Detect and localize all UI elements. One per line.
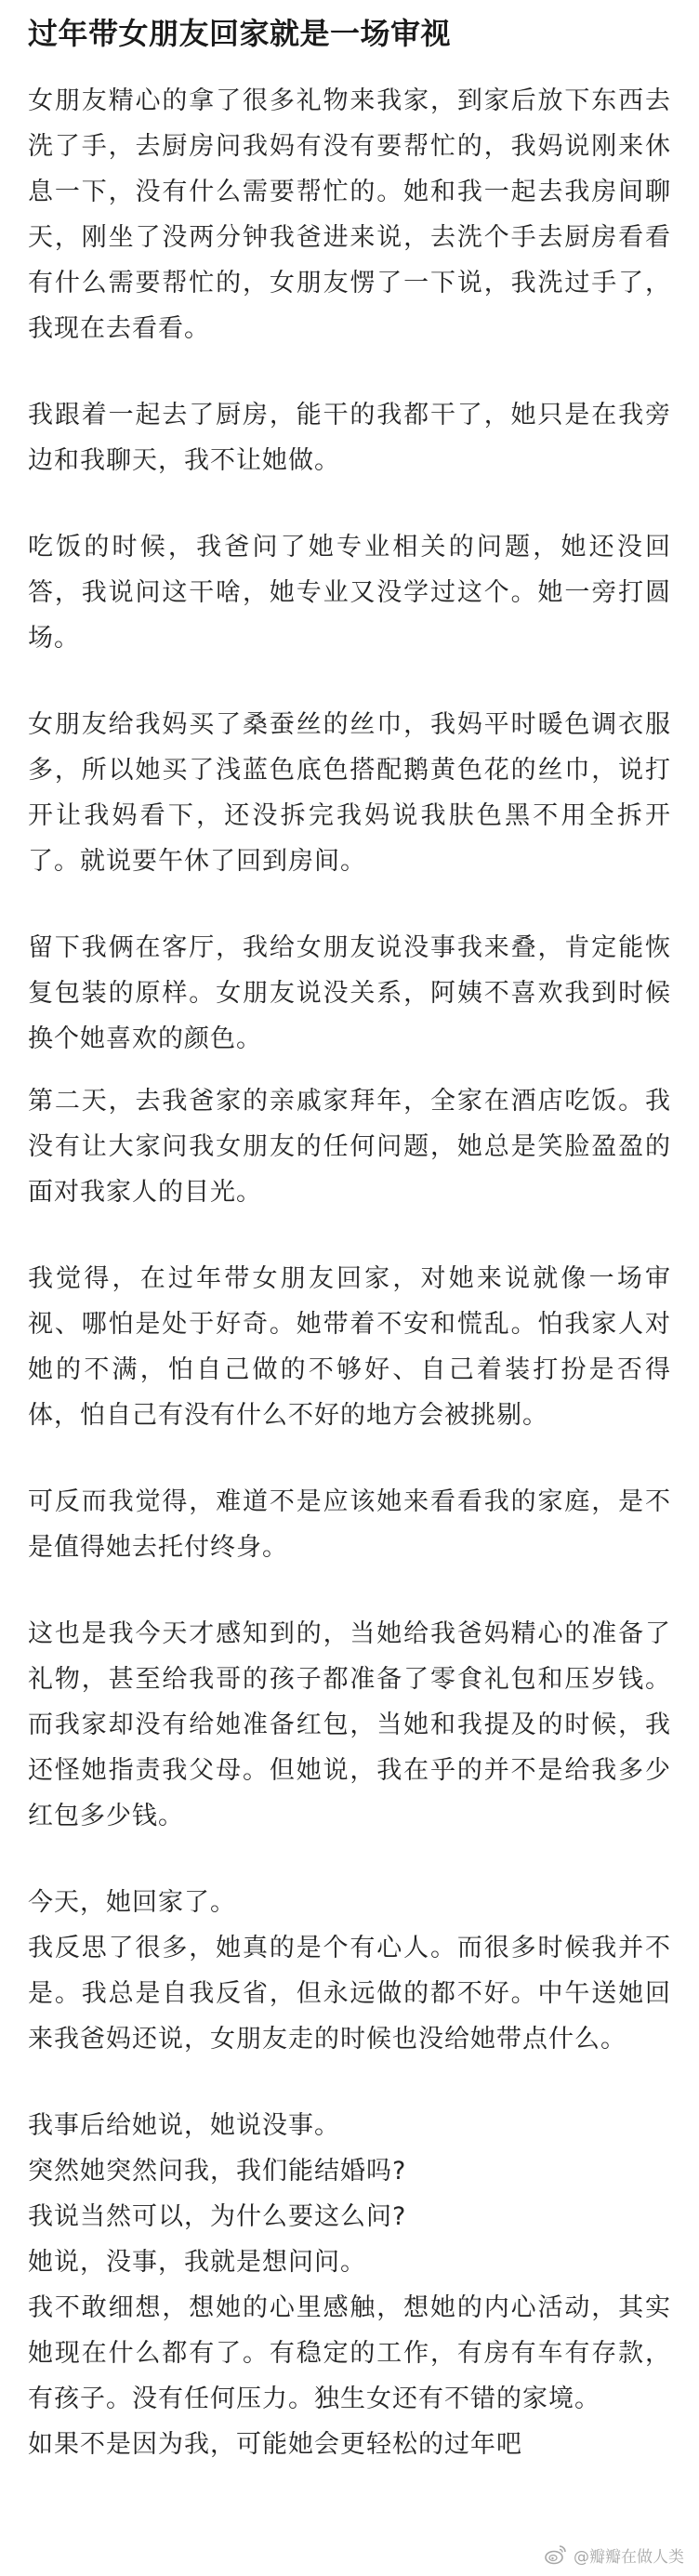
paragraph: 我觉得，在过年带女朋友回家，对她来说就像一场审视、哪怕是处于好奇。她带着不安和慌乱。怕我家人对她的不满，怕自己做的不够好、自己着装打扮是否得体，怕自己有没有什么不好的地方会被挑剔。: [28, 1264, 671, 1430]
paragraph: 我反思了很多，她真的是个有心人。而很多时候我并不是。我总是自我反省，但永远做的都不好。中午送她回来我爸妈还说，女朋友走的时候也没给她带点什么。: [28, 1934, 671, 2054]
paragraph: 可反而我觉得，难道不是应该她来看看我的家庭，是不是值得她去托付终身。: [28, 1487, 671, 1562]
paragraph: 吃饭的时候，我爸问了她专业相关的问题，她还没回答，我说问这干啥，她专业又没学过这个。她一旁打圆场。: [28, 533, 671, 653]
watermark: [544, 2543, 684, 2567]
article-title: 过年带女朋友回家就是一场审视: [28, 16, 452, 51]
paragraph: 她说，没事，我就是想问问。: [28, 2248, 366, 2277]
paragraph: 这也是我今天才感知到的，当她给我爸妈精心的准备了礼物，甚至给我哥的孩子都准备了零食礼包和压岁钱。而我家却没有给她准备红包，当她和我提及的时候，我还怪她指责我父母。但她说，我在乎的并不是给我多少红包多少钱。: [28, 1619, 671, 1830]
paragraph: 女朋友给我妈买了桑蚕丝的丝巾，我妈平时暖色调衣服多，所以她买了浅蓝色底色搭配鹅黄色花的丝巾，说打开让我妈看下，还没拆完我妈说我肤色黑不用全拆开了。就说要午休了回到房间。: [28, 710, 671, 876]
paragraph: 女朋友精心的拿了很多礼物来我家，到家后放下东西去洗了手，去厨房问我妈有没有要帮忙的，我妈说刚来休息一下，没有什么需要帮忙的。她和我一起去我房间聊天，刚坐了没两分钟我爸进来说，去洗个手去厨房看看有什么需要帮忙的，女朋友愣了一下说，我洗过手了，我现在去看看。: [28, 86, 671, 343]
paragraph: 我事后给她说，她说没事。: [28, 2111, 340, 2140]
watermark-text: @瓣瓣在做人类: [574, 2547, 684, 2567]
weibo-logo-icon: [544, 2543, 568, 2567]
paragraph: 我说当然可以，为什么要这么问?: [28, 2202, 407, 2231]
paragraph: 突然她突然问我，我们能结婚吗?: [28, 2157, 407, 2186]
paragraph: 我跟着一起去了厨房，能干的我都干了，她只是在我旁边和我聊天，我不让她做。: [28, 401, 671, 475]
paragraph: 今天，她回家了。: [28, 1888, 236, 1917]
paragraph: 留下我俩在客厅，我给女朋友说没事我来叠，肯定能恢复包装的原样。女朋友说没关系，阿姨不喜欢我到时候换个她喜欢的颜色。: [28, 933, 671, 1053]
paragraph: 我不敢细想，想她的心里感触，想她的内心活动，其实她现在什么都有了。有稳定的工作，有房有车有存款，有孩子。没有任何压力。独生女还有不错的家境。: [28, 2293, 671, 2413]
paragraph: 第二天，去我爸家的亲戚家拜年，全家在酒店吃饭。我没有让大家问我女朋友的任何问题，她总是笑脸盈盈的面对我家人的目光。: [28, 1087, 671, 1207]
paragraph: 如果不是因为我，可能她会更轻松的过年吧: [28, 2430, 522, 2459]
